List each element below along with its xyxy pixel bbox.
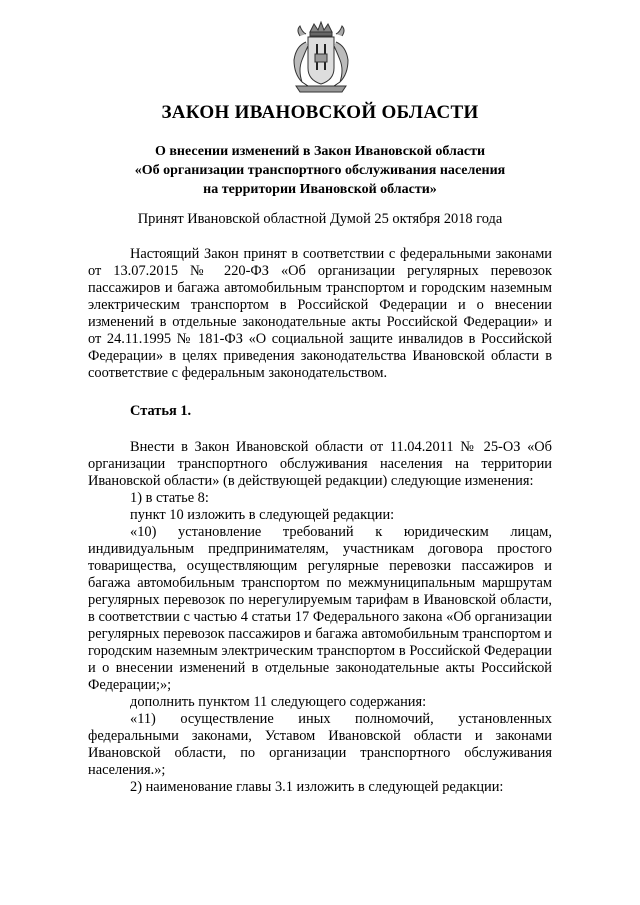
subtitle-line: на территории Ивановской области» [203, 182, 437, 197]
amendment-item-2: 2) наименование главы 3.1 изложить в следующей редакции: [130, 779, 504, 795]
ivanovo-oblast-coat-of-arms-icon [288, 20, 354, 96]
amendment-instruction: пункт 10 изложить в следующей редакции: [130, 507, 395, 523]
article-heading: Статья 1. [130, 403, 192, 419]
point-11-text: «11) осуществление иных полномочий, установленных федеральными законами, Уставом Ивановской области и законами Ивановской области, по организации транспортного обслуживания населения.»; [88, 711, 552, 778]
document-subtitle [60, 142, 580, 199]
document-body [88, 246, 552, 796]
amendment-item-1: 1) в статье 8: [130, 490, 209, 506]
document-title: ЗАКОН ИВАНОВСКОЙ ОБЛАСТИ [161, 102, 479, 123]
adoption-note: Принят Ивановской областной Думой 25 октября 2018 года [137, 211, 503, 227]
preamble-paragraph: Настоящий Закон принят в соответствии с федеральными законами от 13.07.2015 № 220-ФЗ «Об организации регулярных перевозок пассажиров и багажа автомобильным транспортом и городским наземным электрическим транспортом в Российской Федерации и о внесении изменений в отдельные законодательные акты Российской Федерации» и от 24.11.1995 № 181-ФЗ «О социальной защите инвалидов в Российской Федерации» в целях приведения законодательства Ивановской области в соответствие с федеральным законодательством. [88, 246, 552, 381]
article-intro-paragraph: Внести в Закон Ивановской области от 11.04.2011 № 25-ОЗ «Об организации транспортного обслуживания населения на территории Ивановской области» (в действующей редакции) следующие изменения: [88, 439, 552, 489]
point-10-text: «10) установление требований к юридическим лицам, индивидуальным предпринимателям, участникам договора простого товарищества, осуществляющим регулярные перевозки пассажиров и багажа автомобильным транспортом по межмуниципальным маршрутам регулярных перевозок по нерегулируемым тарифам в Ивановской области, в соответствии с частью 4 статьи 17 Федерального закона «Об организации регулярных перевозок пассажиров и багажа автомобильным транспортом и городским наземным электрическим транспортом в Российской Федерации и о внесении изменений в отдельные законодательные акты Российской Федерации;»; [88, 524, 552, 693]
amendment-instruction: дополнить пунктом 11 следующего содержания: [130, 694, 427, 710]
subtitle-line: «Об организации транспортного обслуживания населения [134, 163, 506, 178]
subtitle-line: О внесении изменений в Закон Ивановской области [154, 144, 486, 159]
